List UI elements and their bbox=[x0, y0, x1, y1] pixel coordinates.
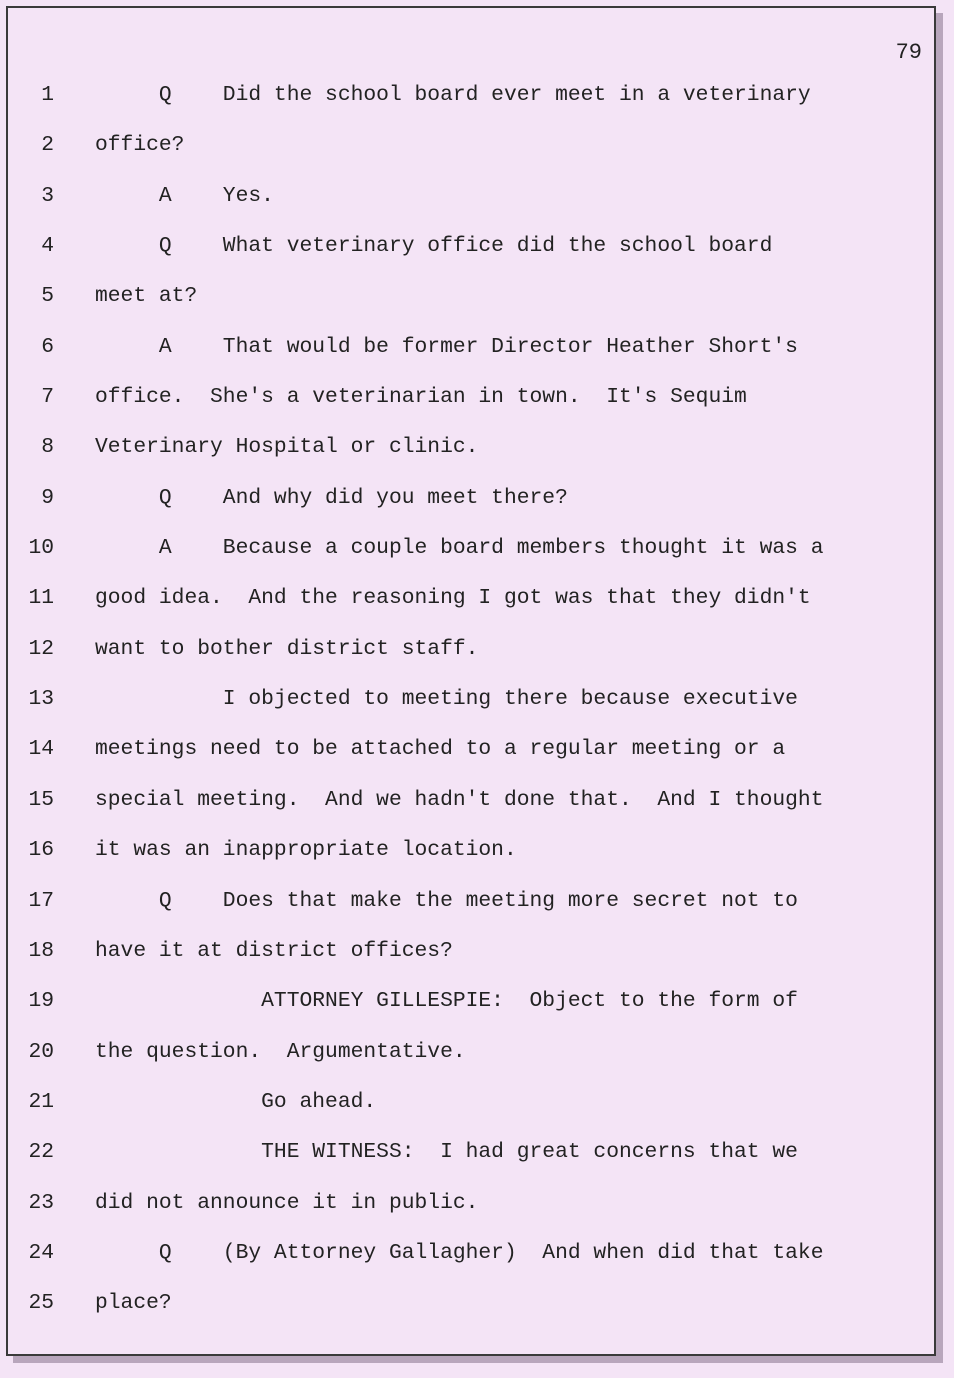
line-number: 4 bbox=[41, 234, 54, 259]
transcript-line bbox=[8, 886, 934, 936]
line-text: special meeting. And we hadn't done that. And I thought bbox=[95, 787, 824, 812]
transcript-line bbox=[8, 734, 934, 784]
line-number: 1 bbox=[41, 83, 54, 107]
line-text: Q Did the school board ever meet in a veterinary bbox=[95, 83, 811, 107]
line-number: 2 bbox=[41, 133, 54, 158]
line-text: THE WITNESS: I had great concerns that we bbox=[95, 1140, 798, 1165]
transcript-line bbox=[8, 231, 934, 281]
transcript-line bbox=[8, 1288, 934, 1338]
transcript-line bbox=[8, 382, 934, 432]
line-text: Q What veterinary office did the school board bbox=[95, 234, 773, 259]
transcript-lines bbox=[8, 80, 934, 1339]
line-text: place? bbox=[95, 1291, 172, 1316]
line-text: meet at? bbox=[95, 284, 198, 309]
transcript-line bbox=[8, 1238, 934, 1288]
line-text: Veterinary Hospital or clinic. bbox=[95, 435, 479, 460]
transcript-line bbox=[8, 785, 934, 835]
line-number: 19 bbox=[28, 989, 54, 1014]
line-number: 14 bbox=[28, 737, 54, 762]
line-text: office. She's a veterinarian in town. It's Sequim bbox=[95, 385, 747, 410]
line-text: I objected to meeting there because executive bbox=[95, 687, 798, 712]
line-number: 12 bbox=[28, 636, 54, 661]
transcript-line bbox=[8, 130, 934, 180]
line-number: 5 bbox=[41, 284, 54, 309]
transcript-line bbox=[8, 432, 934, 482]
transcript-line bbox=[8, 533, 934, 583]
line-number: 6 bbox=[41, 334, 54, 359]
transcript-line bbox=[8, 936, 934, 986]
line-text: want to bother district staff. bbox=[95, 636, 479, 661]
line-text: have it at district offices? bbox=[95, 938, 453, 963]
line-text: it was an inappropriate location. bbox=[95, 838, 517, 863]
transcript-line bbox=[8, 1188, 934, 1238]
transcript-line bbox=[8, 583, 934, 633]
line-number: 10 bbox=[28, 536, 54, 561]
line-number: 23 bbox=[28, 1190, 54, 1215]
transcript-line bbox=[8, 332, 934, 382]
transcript-line bbox=[8, 80, 934, 130]
line-text: A Yes. bbox=[95, 183, 274, 208]
line-number: 8 bbox=[41, 435, 54, 460]
line-text: meetings need to be attached to a regular meeting or a bbox=[95, 737, 786, 762]
line-text: Q Does that make the meeting more secret not to bbox=[95, 888, 798, 913]
line-text: A That would be former Director Heather Short's bbox=[95, 334, 798, 359]
line-number: 17 bbox=[28, 888, 54, 913]
line-number: 3 bbox=[41, 183, 54, 208]
line-text: ATTORNEY GILLESPIE: Object to the form of bbox=[95, 989, 798, 1014]
transcript-line bbox=[8, 1037, 934, 1087]
transcript-line bbox=[8, 1087, 934, 1137]
line-text: the question. Argumentative. bbox=[95, 1039, 466, 1064]
line-number: 18 bbox=[28, 938, 54, 963]
line-number: 7 bbox=[41, 385, 54, 410]
transcript-line bbox=[8, 1137, 934, 1187]
transcript-line bbox=[8, 634, 934, 684]
line-number: 13 bbox=[28, 687, 54, 712]
line-number: 21 bbox=[28, 1089, 54, 1114]
line-text: good idea. And the reasoning I got was that they didn't bbox=[95, 586, 811, 611]
transcript-line bbox=[8, 684, 934, 734]
transcript-line bbox=[8, 281, 934, 331]
line-text: Q And why did you meet there? bbox=[95, 485, 568, 510]
line-number: 9 bbox=[41, 485, 54, 510]
line-number: 25 bbox=[28, 1291, 54, 1316]
line-number: 16 bbox=[28, 838, 54, 863]
transcript-line bbox=[8, 986, 934, 1036]
line-text: office? bbox=[95, 133, 185, 158]
transcript-page bbox=[6, 6, 936, 1356]
line-text: did not announce it in public. bbox=[95, 1190, 479, 1215]
transcript-line bbox=[8, 835, 934, 885]
line-number: 24 bbox=[28, 1240, 54, 1265]
line-number: 20 bbox=[28, 1039, 54, 1064]
line-text: Go ahead. bbox=[95, 1089, 377, 1114]
line-number: 11 bbox=[28, 586, 54, 611]
page-number: 79 bbox=[895, 40, 922, 65]
transcript-line bbox=[8, 181, 934, 231]
line-text: A Because a couple board members thought it was a bbox=[95, 536, 824, 561]
line-text: Q (By Attorney Gallagher) And when did that take bbox=[95, 1240, 824, 1265]
line-number: 22 bbox=[28, 1140, 54, 1165]
line-number: 15 bbox=[28, 787, 54, 812]
transcript-line bbox=[8, 483, 934, 533]
